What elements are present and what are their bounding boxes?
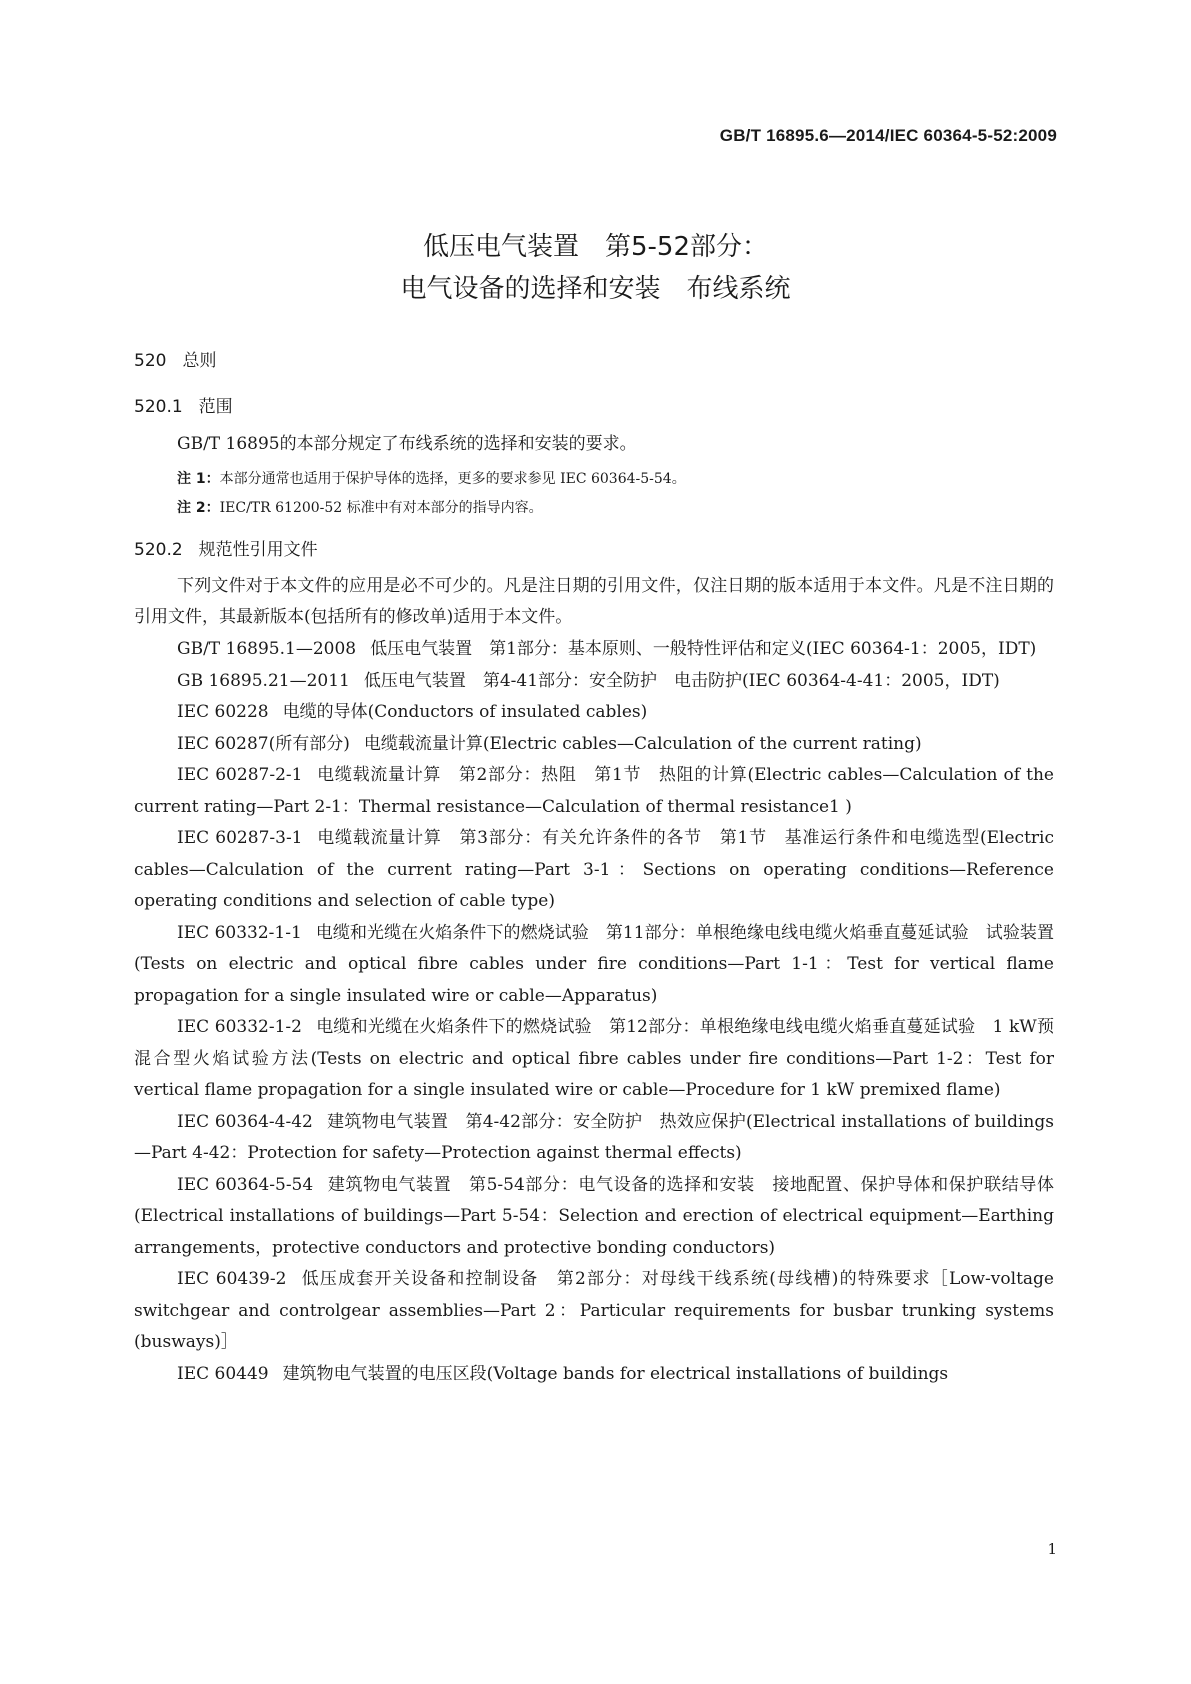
reference-entry [134, 760, 1054, 823]
note-text: IEC/TR 61200-52 标准中有对本部分的指导内容。 [219, 500, 543, 516]
reference-entry [134, 1264, 1054, 1359]
document-title [0, 226, 1191, 310]
reference-code: IEC 60332-1-1 [177, 922, 302, 943]
section-title: 规范性引用文件 [198, 540, 318, 560]
reference-entry [134, 823, 1054, 918]
note-label: 注 1： [177, 471, 220, 487]
title-line-2: 电气设备的选择和安装 布线系统 [400, 274, 791, 304]
reference-code: IEC 60364-4-42 [177, 1111, 313, 1132]
reference-text: 电缆载流量计算(Electric cables—Calculation of the current rating) [363, 733, 922, 754]
title-line-1: 低压电气装置 第5-52部分： [422, 232, 768, 262]
reference-text: 电缆和光缆在火焰条件下的燃烧试验 第12部分：单根绝缘电线电缆火焰垂直蔓延试验 1 kW预混合型火焰试验方法(Tests on electric and optical fibre cables under fire conditions—Part 1-2：Test for vertical flame propagation for a single insulated wire or cable—Procedure for 1 kW premixed flame) [134, 1017, 1054, 1100]
reference-text: 低压电气装置 第1部分：基本原则、一般特性评估和定义(IEC 60364-1：2005，IDT) [370, 639, 1037, 659]
reference-entry [134, 918, 1054, 1013]
reference-text: 建筑物电气装置 第5-54部分：电气设备的选择和安装 接地配置、保护导体和保护联结导体(Electrical installations of buildings—Part 5-54：Selection and erection of electrical equipment—Earthing arrangements，protective conductors and protective bonding conductors) [134, 1174, 1054, 1258]
reference-text: 电缆的导体(Conductors of insulated cables) [282, 702, 648, 722]
page-number: 1 [1047, 1540, 1057, 1558]
reference-entry [134, 1170, 1054, 1265]
reference-entry [134, 666, 1054, 698]
reference-code: IEC 60449 [177, 1363, 269, 1384]
reference-text: 电缆载流量计算 第2部分：热阻 第1节 热阻的计算(Electric cables—Calculation of the current rating—Part 2-1：Thermal resistance—Calculation of thermal resistance1 ) [134, 765, 1054, 817]
reference-entry [134, 634, 1054, 666]
reference-text: 电缆和光缆在火焰条件下的燃烧试验 第11部分：单根绝缘电线电缆火焰垂直蔓延试验 试验装置(Tests on electric and optical fibre cables under fire conditions—Part 1-1：Test for vertical flame propagation for a single insulated wire or cable—Apparatus) [134, 922, 1054, 1006]
reference-text: 建筑物电气装置的电压区段(Voltage bands for electrical installations of buildings [282, 1363, 949, 1384]
section-heading-520-2 [134, 535, 318, 560]
section-number: 520 [134, 351, 167, 371]
reference-code: IEC 60228 [177, 702, 269, 722]
section-title: 总则 [182, 351, 217, 371]
reference-code: GB/T 16895.1—2008 [177, 639, 357, 659]
reference-code: IEC 60287(所有部分) [177, 733, 350, 754]
section-heading-520-1 [134, 392, 233, 417]
standard-number: GB/T 16895.6—2014/IEC 60364-5-52:2009 [719, 126, 1057, 145]
reference-text: 低压电气装置 第4-41部分：安全防护 电击防护(IEC 60364-4-41：2005，IDT) [363, 670, 1000, 691]
reference-code: IEC 60287-3-1 [177, 828, 303, 848]
note-label: 注 2： [177, 500, 220, 516]
reference-text: 电缆载流量计算 第3部分：有关允许条件的各节 第1节 基准运行条件和电缆选型(Electric cables—Calculation of the current rating—Part 3-1：Sections on operating conditions—Reference operating conditions and selection of cable type) [134, 828, 1054, 911]
reference-code: IEC 60287-2-1 [177, 765, 303, 785]
note-2 [177, 497, 543, 517]
reference-code: IEC 60364-5-54 [177, 1174, 314, 1195]
reference-entry [134, 1107, 1054, 1170]
reference-text: 低压成套开关设备和控制设备 第2部分：对母线干线系统(母线槽)的特殊要求［Low-voltage switchgear and controlgear assemblies—Part 2：Particular requirements for busbar trunking systems (busways)］ [134, 1269, 1054, 1352]
section-number: 520.1 [134, 397, 183, 417]
section-heading-520 [134, 346, 216, 371]
reference-code: IEC 60332-1-2 [177, 1017, 302, 1037]
reference-text: 建筑物电气装置 第4-42部分：安全防护 热效应保护(Electrical installations of buildings—Part 4-42：Protection for safety—Protection against thermal effects) [134, 1111, 1054, 1163]
reference-code: IEC 60439-2 [177, 1269, 287, 1289]
scope-paragraph: GB/T 16895的本部分规定了布线系统的选择和安装的要求。 [177, 434, 637, 454]
reference-entry [134, 729, 1054, 761]
reference-entry [134, 1359, 1054, 1391]
normative-references-intro: 下列文件对于本文件的应用是必不可少的。凡是注日期的引用文件，仅注日期的版本适用于本文件。凡是不注日期的引用文件，其最新版本(包括所有的修改单)适用于本文件。 [134, 576, 1054, 627]
note-1 [177, 468, 686, 488]
reference-entry [134, 1012, 1054, 1107]
note-text: 本部分通常也适用于保护导体的选择，更多的要求参见 IEC 60364-5-54。 [219, 471, 686, 487]
section-title: 范围 [198, 397, 233, 417]
reference-code: GB 16895.21—2011 [177, 670, 350, 691]
section-number: 520.2 [134, 540, 183, 560]
reference-entry [134, 697, 1054, 729]
reference-list [134, 634, 1054, 1390]
